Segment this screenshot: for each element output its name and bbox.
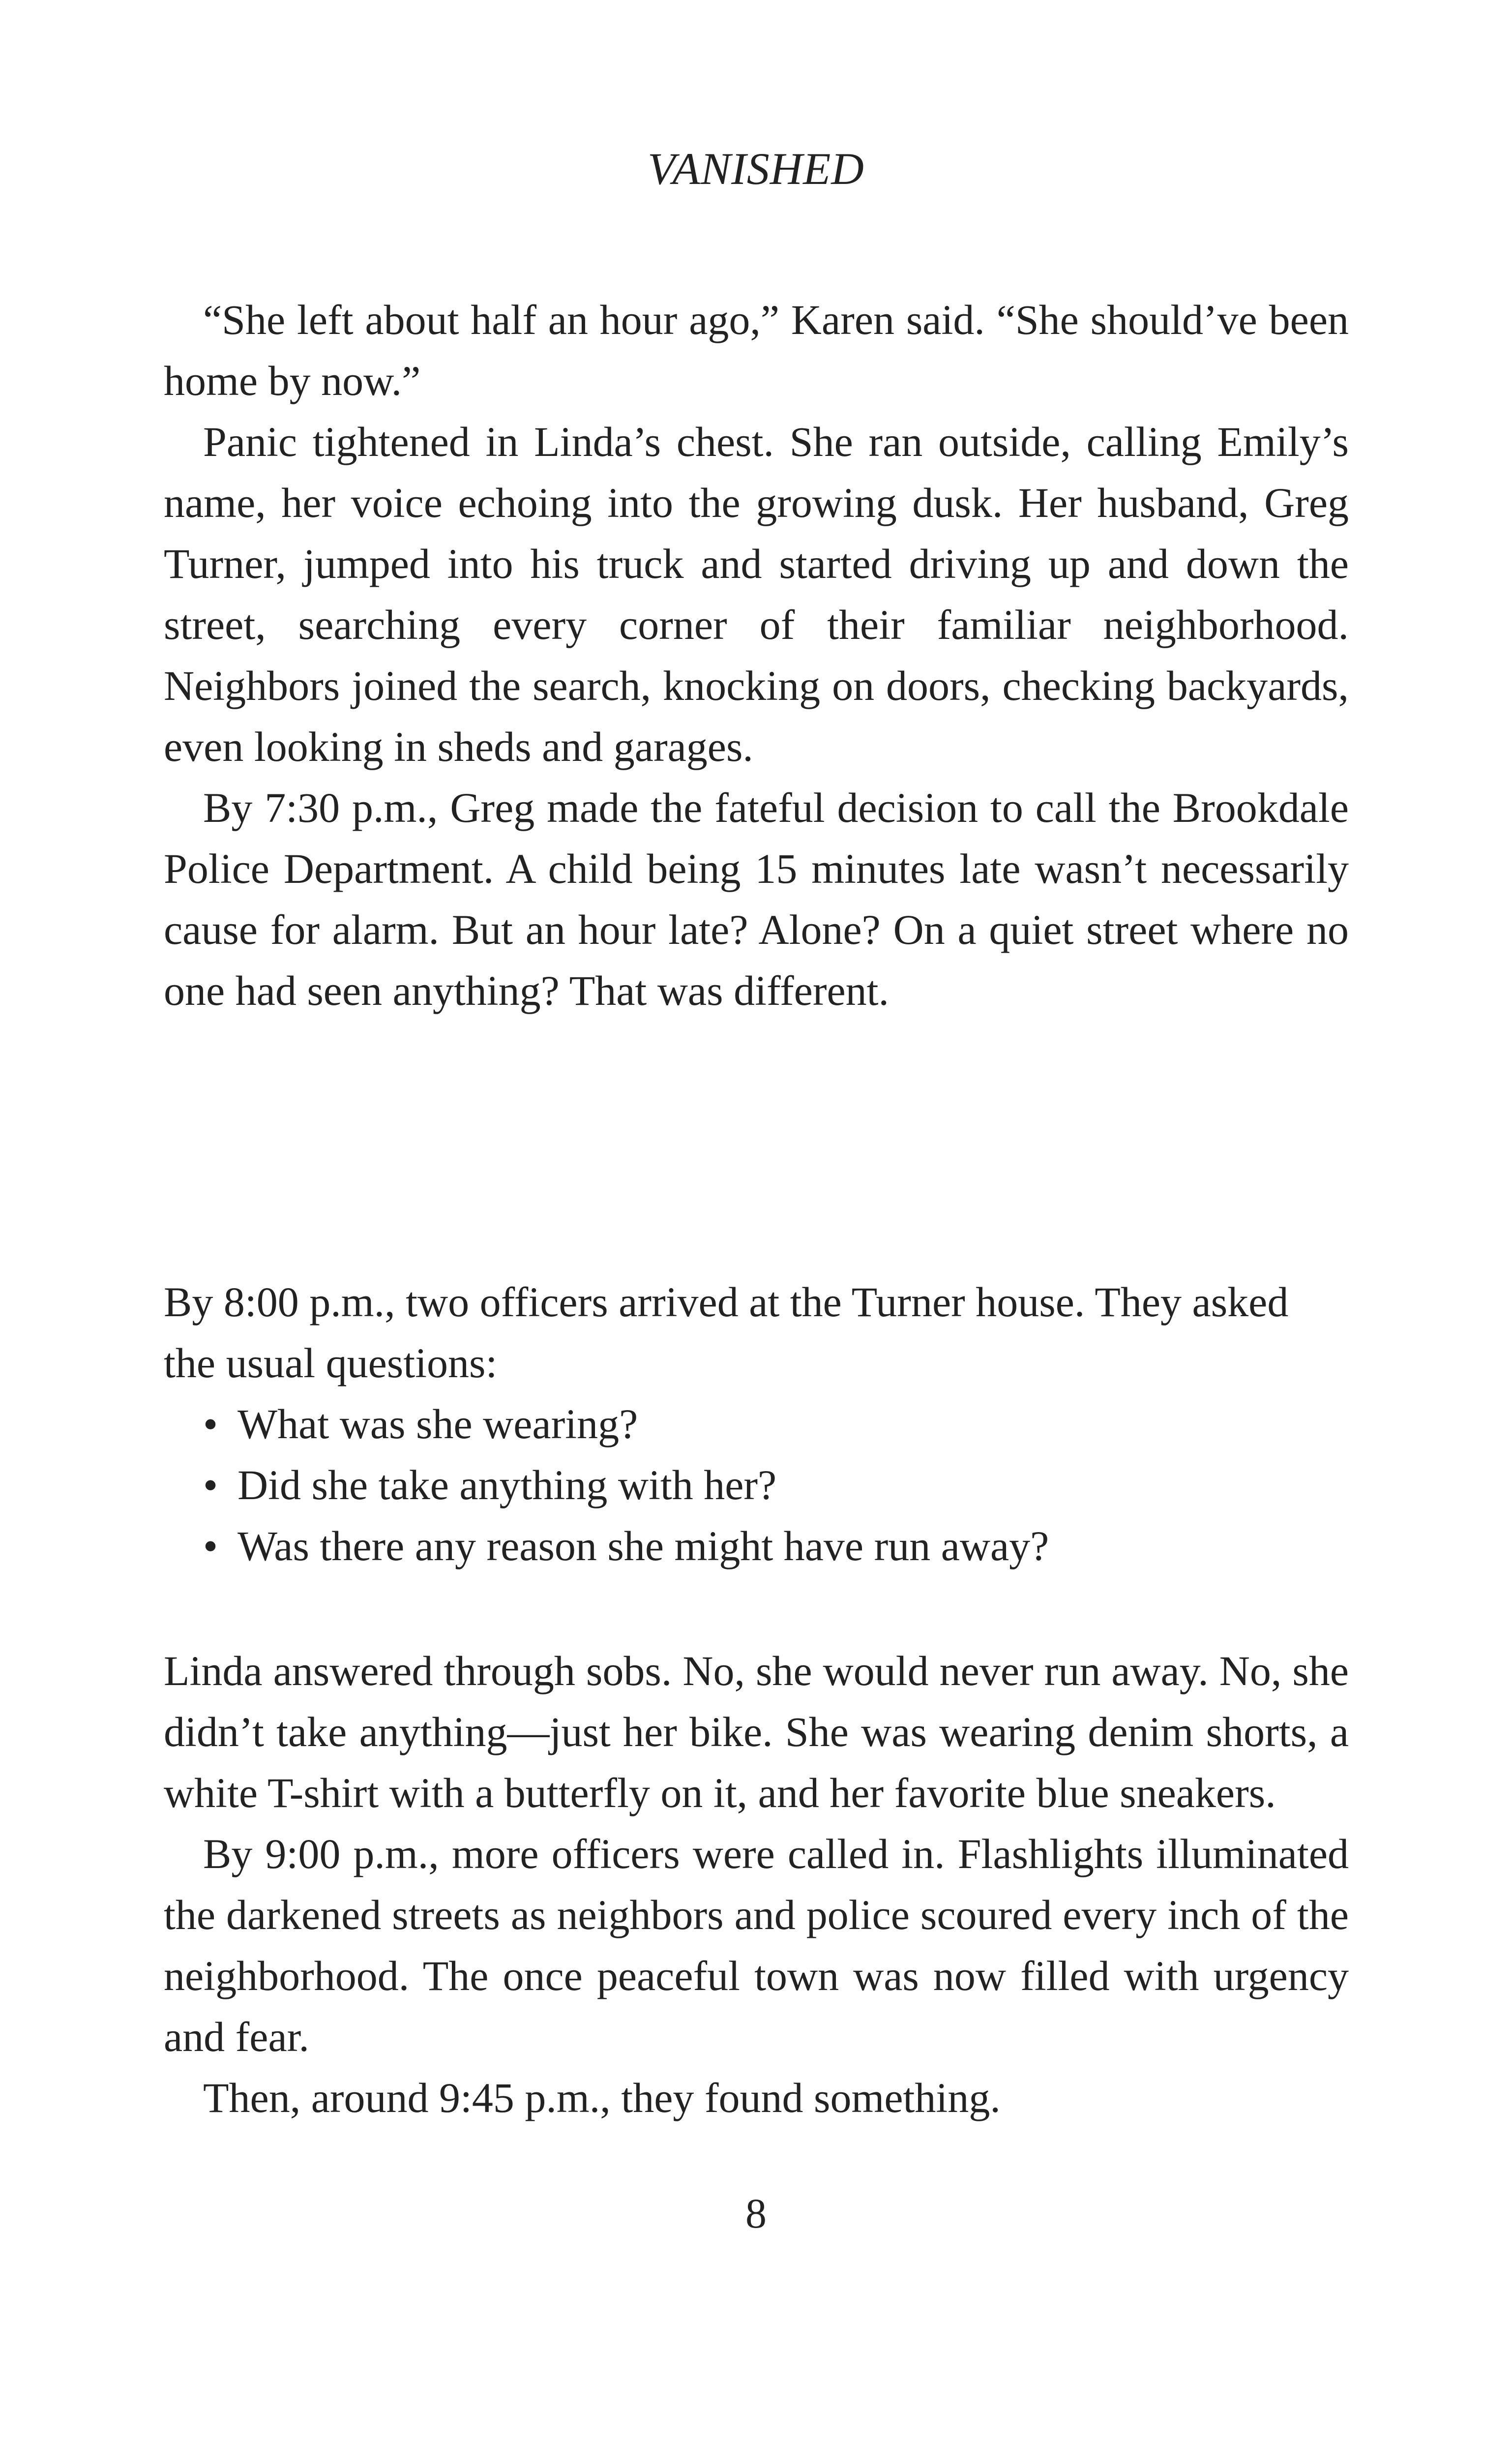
paragraph-panic: Panic tightened in Linda’s chest. She ran outside, calling Emily’s name, her voice echoing into the growing dusk. Her husband, Greg Turner, jumped into his truck and started driving up and down the street, searching every corner of their familiar neighborhood. Neighbors joined the search, knocking on doors, checking backyards, even looking in sheds and garages. — [164, 418, 1349, 770]
list-item — [164, 1393, 1349, 1454]
question-text: What was she wearing? — [237, 1400, 638, 1448]
questions-list — [164, 1393, 1349, 1576]
list-item — [164, 1515, 1349, 1576]
bullet-icon: • — [203, 1400, 218, 1448]
paragraph-found-something: Then, around 9:45 p.m., they found something. — [203, 2074, 1001, 2121]
question-text: Was there any reason she might have run away? — [237, 1522, 1049, 1569]
list-item — [164, 1454, 1349, 1515]
officers-section — [164, 1271, 1349, 1576]
bullet-icon: • — [203, 1461, 218, 1508]
paragraph-search-expands: By 9:00 p.m., more officers were called in. Flashlights illuminated the darkened streets as neighbors and police scoured every inch of the neighborhood. The once peaceful town was now filled with urgency and fear. — [164, 1830, 1349, 2060]
bullet-icon: • — [203, 1522, 218, 1569]
paragraph-linda-answers: Linda answered through sobs. No, she would never run away. No, she didn’t take anything—just her bike. She was wearing denim shorts, a white T-shirt with a butterfly on it, and her favorite blue sneakers. — [164, 1647, 1349, 1816]
page-number: 8 — [745, 2190, 767, 2237]
paragraph-karen-quote: “She left about half an hour ago,” Karen said. “She should’ve been home by now.” — [164, 296, 1349, 404]
closing-section — [164, 1640, 1349, 2128]
running-head: VANISHED — [648, 144, 864, 194]
opening-section — [164, 289, 1349, 1021]
paragraph-police-call: By 7:30 p.m., Greg made the fateful decision to call the Brookdale Police Department. A child being 15 minutes late wasn’t necessarily cause for alarm. But an hour late? Alone? On a quiet street where no one had seen anything? That was different. — [164, 784, 1349, 1014]
question-text: Did she take anything with her? — [237, 1461, 777, 1508]
paragraph-officers-arrive: By 8:00 p.m., two officers arrived at the Turner house. They asked the usual questions: — [164, 1278, 1289, 1387]
